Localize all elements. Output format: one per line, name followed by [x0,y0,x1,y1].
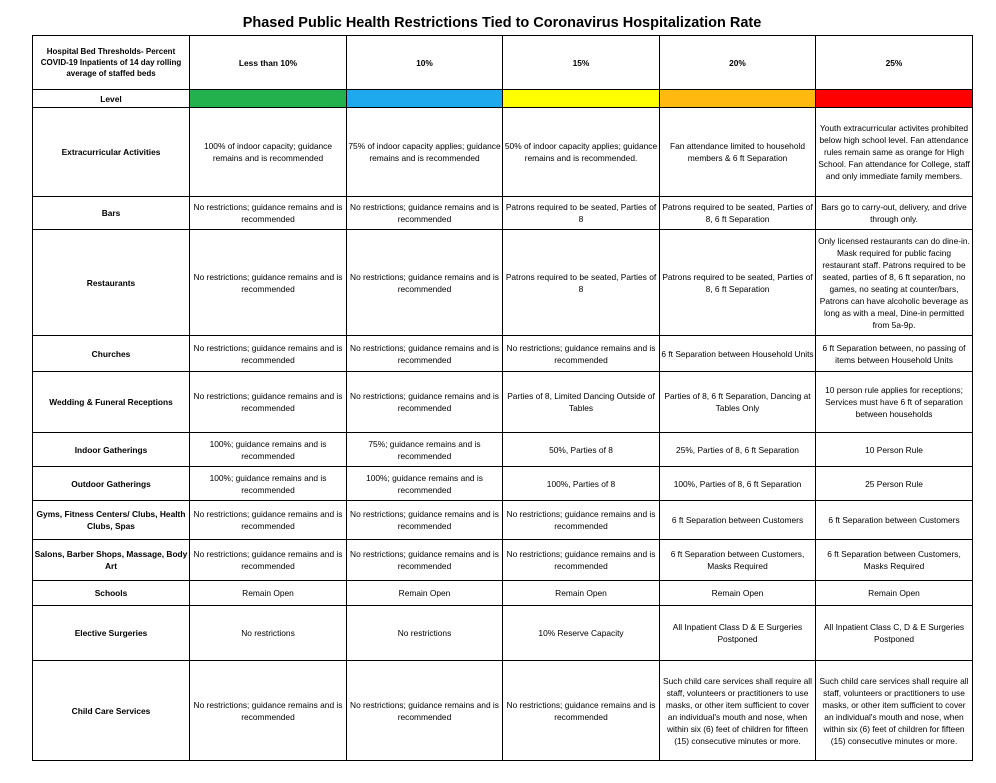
row-header: Schools [33,581,190,606]
row-header: Salons, Barber Shops, Massage, Body Art [33,540,190,581]
row-header: Indoor Gatherings [33,433,190,467]
table-cell: 6 ft Separation between, no passing of items between Household Units [816,336,973,372]
table-cell: No restrictions; guidance remains and is recommended [503,501,660,540]
table-cell: 6 ft Separation between Customers [660,501,816,540]
level-swatch-blue [347,90,503,108]
table-cell: 10 Person Rule [816,433,973,467]
table-cell: No restrictions; guidance remains and is recommended [347,661,503,761]
table-row [33,606,973,661]
table-cell: No restrictions; guidance remains and is recommended [503,336,660,372]
table-cell: 100%; guidance remains and is recommended [190,433,347,467]
table-cell: Remain Open [190,581,347,606]
table-cell: Patrons required to be seated, Parties of 8 [503,197,660,230]
table-cell: 6 ft Separation between Customers, Masks Required [816,540,973,581]
table-row [33,230,973,336]
table-cell: Fan attendance limited to household members & 6 ft Separation [660,108,816,197]
row-header: Outdoor Gatherings [33,467,190,501]
table-cell: No restrictions; guidance remains and is recommended [503,540,660,581]
table-cell: 6 ft Separation between Customers, Masks Required [660,540,816,581]
table-cell: Remain Open [347,581,503,606]
table-cell: No restrictions; guidance remains and is recommended [347,501,503,540]
threshold-header-cell: 15% [503,36,660,90]
table-cell: No restrictions; guidance remains and is recommended [347,372,503,433]
table-cell: 75% of indoor capacity applies; guidance remains and is recommended [347,108,503,197]
table-cell: 100%; guidance remains and is recommended [347,467,503,501]
restrictions-table [32,35,973,761]
table-cell: No restrictions; guidance remains and is recommended [190,661,347,761]
table-cell: No restrictions [190,606,347,661]
table-cell: Patrons required to be seated, Parties of 8, 6 ft Separation [660,197,816,230]
table-cell: No restrictions; guidance remains and is recommended [190,540,347,581]
table-row [33,540,973,581]
table-row [33,661,973,761]
table-row [33,372,973,433]
threshold-header-row [33,36,973,90]
row-header: Bars [33,197,190,230]
threshold-header-cell: 20% [660,36,816,90]
table-cell: No restrictions; guidance remains and is recommended [190,230,347,336]
table-cell: Remain Open [660,581,816,606]
table-cell: All Inpatient Class C, D & E Surgeries Postponed [816,606,973,661]
table-cell: Parties of 8, Limited Dancing Outside of Tables [503,372,660,433]
table-cell: No restrictions; guidance remains and is recommended [190,501,347,540]
table-cell: No restrictions; guidance remains and is recommended [190,372,347,433]
table-cell: Only licensed restaurants can do dine-in. Mask required for public facing restaurant staff. Patrons required to be seated, parties of 8, 6 ft separation, no games, no seating at counter/bars, Patrons can have alcoholic beverage as long as with a meal, Dine-in permitted from 5a-9p. [816,230,973,336]
table-cell: 25%, Parties of 8, 6 ft Separation [660,433,816,467]
row-header: Extracurricular Activities [33,108,190,197]
table-row [33,197,973,230]
table-cell: Patrons required to be seated, Parties of 8, 6 ft Separation [660,230,816,336]
table-row [33,581,973,606]
table-cell: Such child care services shall require all staff, volunteers or practitioners to use masks, or other item sufficient to cover an individual's mouth and nose, when within six (6) feet of children for fifteen (15) consecutive minutes or more. [660,661,816,761]
table-row [33,108,973,197]
table-cell: No restrictions; guidance remains and is recommended [347,197,503,230]
table-cell: 100%, Parties of 8 [503,467,660,501]
table-cell: Remain Open [816,581,973,606]
table-cell: No restrictions [347,606,503,661]
table-cell: 50%, Parties of 8 [503,433,660,467]
table-cell: No restrictions; guidance remains and is recommended [347,336,503,372]
row-header: Child Care Services [33,661,190,761]
table-cell: No restrictions; guidance remains and is recommended [347,540,503,581]
table-cell: 25 Person Rule [816,467,973,501]
threshold-header-label: Hospital Bed Thresholds- Percent COVID-19 Inpatients of 14 day rolling average of staffed beds [33,36,190,90]
table-cell: Such child care services shall require all staff, volunteers or practitioners to use masks, or other item sufficient to cover an individual's mouth and nose, when within six (6) feet of children for fifteen (15) consecutive minutes or more. [816,661,973,761]
level-label: Level [33,90,190,108]
table-cell: No restrictions; guidance remains and is recommended [190,197,347,230]
table-cell: No restrictions; guidance remains and is recommended [190,336,347,372]
table-cell: 100% of indoor capacity; guidance remains and is recommended [190,108,347,197]
table-cell: 100%, Parties of 8, 6 ft Separation [660,467,816,501]
table-cell: 10% Reserve Capacity [503,606,660,661]
table-cell: 6 ft Separation between Customers [816,501,973,540]
row-header: Restaurants [33,230,190,336]
table-cell: Parties of 8, 6 ft Separation, Dancing at Tables Only [660,372,816,433]
level-swatch-orange [660,90,816,108]
level-row [33,90,973,108]
table-cell: All Inpatient Class D & E Surgeries Postponed [660,606,816,661]
row-header: Gyms, Fitness Centers/ Clubs, Health Clubs, Spas [33,501,190,540]
table-cell: Bars go to carry-out, delivery, and drive through only. [816,197,973,230]
table-cell: 10 person rule applies for receptions; Services must have 6 ft of separation between households [816,372,973,433]
restriction-rows [33,108,973,761]
table-cell: No restrictions; guidance remains and is recommended [347,230,503,336]
table-row [33,501,973,540]
threshold-header-cell: 25% [816,36,973,90]
level-swatch-yellow [503,90,660,108]
level-swatch-red [816,90,973,108]
threshold-header-cell: 10% [347,36,503,90]
row-header: Churches [33,336,190,372]
table-cell: 50% of indoor capacity applies; guidance remains and is recommended. [503,108,660,197]
row-header: Elective Surgeries [33,606,190,661]
row-header: Wedding & Funeral Receptions [33,372,190,433]
table-row [33,467,973,501]
page-title: Phased Public Health Restrictions Tied to Coronavirus Hospitalization Rate [242,15,762,31]
table-cell: Youth extracurricular activites prohibited below high school level. Fan attendance rules remain same as orange for High School. Fan attendance for College, staff and only immediate family members. [816,108,973,197]
table-cell: Patrons required to be seated, Parties of 8 [503,230,660,336]
threshold-header-cell: Less than 10% [190,36,347,90]
table-cell: 75%; guidance remains and is recommended [347,433,503,467]
table-cell: Remain Open [503,581,660,606]
table-cell: No restrictions; guidance remains and is recommended [503,661,660,761]
table-row [33,336,973,372]
table-cell: 100%; guidance remains and is recommended [190,467,347,501]
level-swatch-green [190,90,347,108]
table-cell: 6 ft Separation between Household Units [660,336,816,372]
table-row [33,433,973,467]
